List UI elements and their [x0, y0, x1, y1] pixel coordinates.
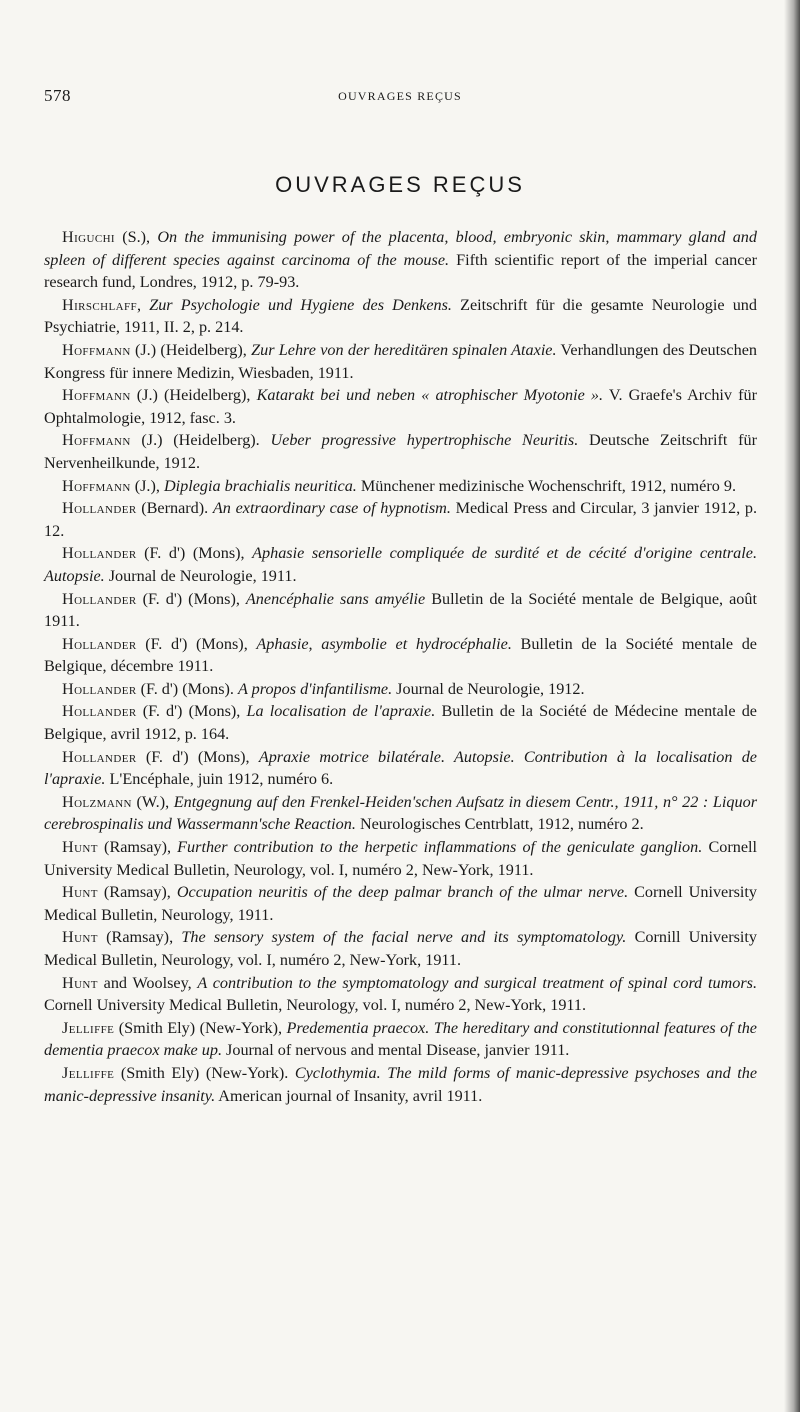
entry-title: The sensory system of the facial nerve and its symptomatology.: [181, 928, 627, 947]
bibliography-entry: [44, 746, 757, 791]
entry-author: Jelliffe: [62, 1018, 115, 1037]
entry-title: Anencéphalie sans amyélie: [245, 589, 426, 608]
bibliography-entry: [44, 633, 757, 678]
entry-source: Bulletin de la Société mentale de Belgique, août 1911.: [44, 589, 757, 631]
entry-source: Journal of nervous and mental Disease, janvier 1911.: [222, 1041, 570, 1060]
entry-title: A contribution to the symptomatology and surgical treatment of spinal cord tumors.: [197, 973, 757, 992]
entry-detail: ,: [137, 295, 150, 314]
entry-author: Hollander: [62, 589, 137, 608]
entry-detail: (F. d') (Mons).: [136, 679, 239, 698]
entry-detail: (J.),: [130, 476, 164, 495]
entry-source: Journal de Neurologie, 1911.: [104, 566, 297, 585]
entry-detail: (Ramsay),: [97, 838, 178, 857]
entry-source: Bulletin de la Société de Médecine mentale de Belgique, avril 1912, p. 164.: [44, 702, 757, 744]
entry-source: Journal de Neurologie, 1912.: [392, 679, 585, 698]
entry-detail: (F. d') (Mons),: [136, 544, 253, 563]
entry-author: Hunt: [62, 883, 98, 902]
entry-title: Ueber progressive hypertrophische Neuritis.: [270, 431, 579, 450]
entry-detail: (J.) (Heidelberg),: [130, 340, 252, 359]
entry-source: Neurologisches Centrblatt, 1912, numéro 2.: [355, 815, 644, 834]
bibliography-entry: [44, 294, 757, 339]
entry-detail: (F. d') (Mons),: [136, 747, 259, 766]
bibliography-entry: [44, 1017, 757, 1062]
entry-author: Hirschlaff: [62, 295, 137, 314]
entry-detail: (S.),: [115, 228, 158, 246]
entry-author: Hollander: [62, 544, 137, 563]
bibliography-entry: [44, 972, 757, 1017]
entry-source: Bulletin de la Société mentale de Belgique, décembre 1911.: [44, 634, 757, 676]
bibliography-list: [44, 226, 757, 1107]
entry-author: Hoffmann: [62, 476, 131, 495]
entry-author: Jelliffe: [62, 1063, 115, 1082]
entry-title: A propos d'infantilisme.: [238, 679, 393, 698]
entry-author: Hoffmann: [62, 386, 131, 405]
entry-detail: (Smith Ely) (New-York),: [114, 1018, 287, 1037]
section-title: OUVRAGES REÇUS: [275, 172, 525, 197]
entry-detail: (Smith Ely) (New-York).: [114, 1063, 295, 1082]
entry-source: Cornell University Medical Bulletin, Neurology, vol. I, numéro 2, New-York, 1911.: [44, 838, 757, 879]
bibliography-entry: [44, 836, 757, 881]
entry-detail: (J.) (Heidelberg).: [130, 431, 271, 450]
bibliography-entry: [44, 429, 757, 474]
entry-author: Hollander: [62, 702, 137, 721]
entry-author: Hollander: [62, 679, 137, 698]
entry-detail: (Ramsay),: [97, 883, 177, 902]
entry-source: Medical Press and Circular, 3 janvier 1912, p. 12.: [44, 499, 757, 540]
entry-title: Diplegia brachialis neuritica.: [163, 476, 357, 495]
entry-author: Hollander: [62, 747, 137, 766]
entry-detail: (J.) (Heidelberg),: [130, 386, 257, 405]
bibliography-entry: [44, 700, 757, 745]
entry-source: Cornill University Medical Bulletin, Neurology, vol. I, numéro 2, New-York, 1911.: [44, 928, 758, 969]
bibliography-entry: [44, 497, 757, 542]
entry-author: Hunt: [62, 838, 98, 857]
entry-source: Fifth scientific report of the imperial cancer research fund, Londres, 1912, p. 79-93.: [44, 250, 757, 292]
bibliography-entry: [44, 475, 757, 498]
entry-title: Katarakt bei und neben « atrophischer Myotonie ».: [256, 386, 604, 405]
entry-title: Aphasie sensorielle compliquée de surdité et de cécité d'origine centrale. Autopsie.: [44, 544, 757, 585]
entry-title: On the immunising power of the placenta, blood, embryonic skin, mammary gland and spleen of different species against carcinoma of the mouse.: [44, 228, 757, 269]
entry-detail: (F. d') (Mons),: [136, 634, 257, 653]
page-number: 578: [44, 86, 71, 105]
bibliography-entry: [44, 384, 757, 429]
entry-detail: (Ramsay),: [97, 928, 182, 947]
entry-detail: (F. d') (Mons),: [136, 589, 246, 608]
entry-detail: (Bernard).: [136, 499, 213, 518]
entry-title: Predementia praecox. The hereditary and constitutionnal features of the dementia praecox make up.: [44, 1018, 757, 1060]
entry-source: L'Encéphale, juin 1912, numéro 6.: [105, 770, 334, 789]
entry-author: Hunt: [62, 928, 98, 947]
entry-author: Hunt: [62, 973, 98, 992]
bibliography-entry: [44, 542, 757, 587]
running-header: [44, 86, 756, 110]
entry-detail: and Woolsey,: [97, 973, 198, 992]
entry-title: Occupation neuritis of the deep palmar branch of the ulmar nerve.: [176, 883, 629, 902]
bibliography-entry: [44, 226, 757, 294]
entry-title: An extraordinary case of hypnotism.: [212, 499, 451, 518]
entry-source: Cornell University Medical Bulletin, Neurology, 1911.: [44, 883, 757, 924]
entry-author: Hollander: [62, 499, 137, 518]
entry-author: Holzmann: [62, 792, 132, 811]
entry-source: V. Graefe's Archiv für Ophtalmologie, 1912, fasc. 3.: [44, 386, 758, 427]
entry-detail: (W.),: [131, 792, 174, 811]
entry-source: American journal of Insanity, avril 1911.: [215, 1086, 483, 1105]
bibliography-entry: [44, 588, 757, 633]
entry-title: La localisation de l'apraxie.: [246, 702, 436, 721]
bibliography-entry: [44, 791, 757, 836]
bibliography-entry: [44, 926, 757, 971]
entry-author: Hollander: [62, 634, 137, 653]
running-title: OUVRAGES REÇUS: [338, 89, 462, 103]
bibliography-entry: [44, 339, 757, 384]
entry-title: Cyclothymia. The mild forms of manic-depressive psychoses and the manic-depressive insanity.: [44, 1063, 758, 1105]
entry-title: Further contribution to the herpetic inflammations of the geniculate ganglion.: [177, 838, 703, 857]
entry-author: Higuchi: [62, 228, 115, 246]
entry-title: Apraxie motrice bilatérale. Autopsie. Contribution à la localisation de l'apraxie.: [44, 747, 757, 789]
entry-source: Münchener medizinische Wochenschrift, 1912, numéro 9.: [356, 476, 737, 495]
page-edge-shadow: [784, 0, 800, 1412]
entry-source: Deutsche Zeitschrift für Nervenheilkunde, 1912.: [44, 431, 757, 472]
entry-author: Hoffmann: [62, 340, 131, 359]
entry-source: Zeitschrift für die gesamte Neurologie und Psychiatrie, 1911, II. 2, p. 214.: [44, 295, 757, 337]
entry-detail: (F. d') (Mons),: [136, 702, 247, 721]
entry-source: Verhandlungen des Deutschen Kongress für innere Medizin, Wiesbaden, 1911.: [44, 340, 757, 382]
bibliography-entry: [44, 1062, 757, 1107]
entry-title: Zur Psychologie und Hygiene des Denkens.: [149, 295, 452, 314]
entry-title: Aphasie, asymbolie et hydrocéphalie.: [256, 634, 512, 653]
entry-title: Entgegnung auf den Frenkel-Heiden'schen Aufsatz in diesem Centr., 1911, n° 22 : Liquor cerebrospinalis und Wassermann'sche Reaction.: [44, 792, 757, 834]
bibliography-entry: [44, 881, 757, 926]
entry-author: Hoffmann: [62, 431, 131, 450]
bibliography-entry: [44, 678, 757, 701]
entry-title: Zur Lehre von der hereditären spinalen Ataxie.: [251, 340, 557, 359]
entry-source: Cornell University Medical Bulletin, Neurology, vol. I, numéro 2, New-York, 1911.: [44, 996, 587, 1015]
